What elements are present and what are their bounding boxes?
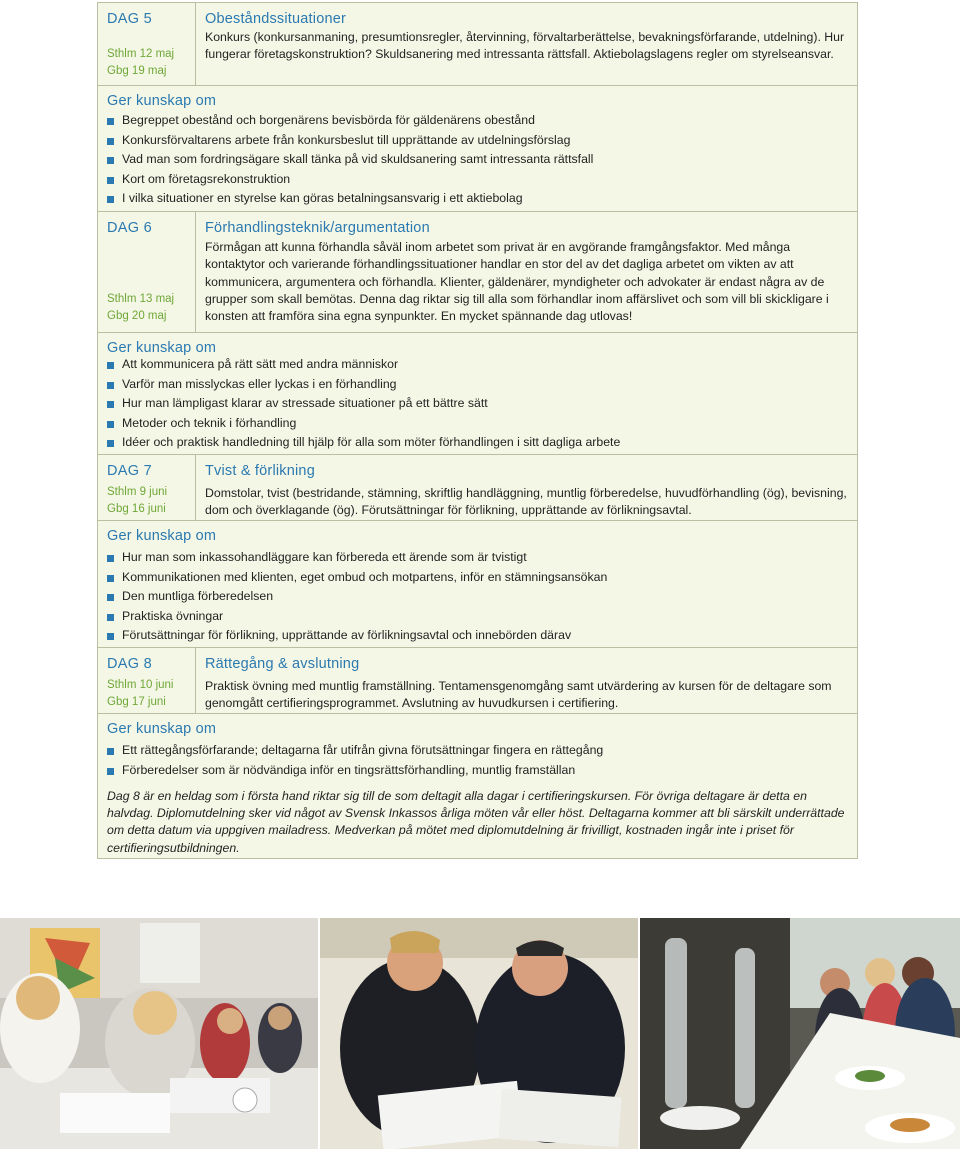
square-bullet-icon xyxy=(107,555,114,562)
list-item xyxy=(107,131,593,151)
day-dates xyxy=(107,677,173,711)
list-item xyxy=(107,626,607,646)
list-item-text: Varför man misslyckas eller lyckas i en förhandling xyxy=(122,376,397,391)
day-6-row xyxy=(98,212,857,333)
day-title: Förhandlingsteknik/argumentation xyxy=(205,220,430,236)
list-item-text: I vilka situationer en styrelse kan göras betalningsansvarig i ett aktiebolag xyxy=(122,191,523,205)
list-item-text: Hur man som inkassohandläggare kan förbereda ett ärende som är tvistigt xyxy=(122,550,527,564)
bullet-list xyxy=(107,741,603,780)
date-goteborg: Gbg 20 maj xyxy=(107,310,167,322)
square-bullet-icon xyxy=(107,440,114,447)
day-7-learning-outcomes xyxy=(98,521,857,648)
list-item xyxy=(107,741,603,761)
list-item xyxy=(107,111,593,131)
day-description: Praktisk övning med muntlig framställning. Tentamensgenomgång samt utvärdering av kursen för de deltagare som genomgått certifieringsprogrammet. Avslutning av huvudkursen i certifiering. xyxy=(205,679,832,711)
date-goteborg: Gbg 16 juni xyxy=(107,503,166,515)
square-bullet-icon xyxy=(107,748,114,755)
list-item-text: Idéer och praktisk handledning till hjälp för alla som möter förhandlingen i sitt dagliga arbete xyxy=(122,435,621,449)
day-number: DAG 5 xyxy=(107,11,153,27)
ger-kunskap-heading: Ger kunskap om xyxy=(107,528,217,544)
list-item xyxy=(107,394,620,414)
day-5-learning-outcomes xyxy=(98,86,857,212)
date-goteborg: Gbg 17 juni xyxy=(107,696,166,708)
square-bullet-icon xyxy=(107,177,114,184)
day-8-row xyxy=(98,648,857,714)
day-description: Konkurs (konkursanmaning, presumtionsregler, återvinning, förvaltarberättelse, bevakningsförfarande, utdelning). Hur fungerar företagskonstruktion? Skuldsanering med intressanta rättsfall. Aktiebolagslagens regler om styrelseansvar. xyxy=(205,30,845,62)
square-bullet-icon xyxy=(107,362,114,369)
day-number: DAG 8 xyxy=(107,656,153,672)
photo-two-men-reading xyxy=(320,918,638,1149)
square-bullet-icon xyxy=(107,594,114,601)
list-item xyxy=(107,375,620,395)
square-bullet-icon xyxy=(107,575,114,582)
day-title: Obeståndssituationer xyxy=(205,11,347,27)
photo-dinner-table xyxy=(640,918,960,1149)
day-number: DAG 7 xyxy=(107,463,153,479)
list-item-text: Metoder och teknik i förhandling xyxy=(122,415,297,430)
list-item xyxy=(107,355,620,375)
list-item-text: Ett rättegångsförfarande; deltagarna får utifrån givna förutsättningar fingera en rättegång xyxy=(122,743,604,757)
list-item-text: Förutsättningar för förlikning, upprättande av förlikningsavtal och innebörden därav xyxy=(122,628,572,642)
square-bullet-icon xyxy=(107,196,114,203)
ger-kunskap-heading: Ger kunskap om xyxy=(107,93,217,109)
date-stockholm: Sthlm 12 maj xyxy=(107,48,175,60)
square-bullet-icon xyxy=(107,421,114,428)
course-schedule-table xyxy=(97,2,858,859)
day-title: Tvist & förlikning xyxy=(205,463,315,479)
list-item xyxy=(107,189,593,209)
square-bullet-icon xyxy=(107,614,114,621)
list-item-text: Begreppet obestånd och borgenärens bevisbörda för gäldenärens obestånd xyxy=(122,113,535,127)
list-item-text: Kommunikationen med klienten, eget ombud och motpartens, inför en stämningsansökan xyxy=(122,569,608,584)
day-dates xyxy=(107,46,174,80)
day-7-label-cell xyxy=(98,455,196,520)
day-dates xyxy=(107,484,167,518)
square-bullet-icon xyxy=(107,768,114,775)
day-8-label-cell xyxy=(98,648,196,713)
list-item-text: Förberedelser som är nödvändiga inför en tingsrättsförhandling, muntlig framställan xyxy=(122,762,576,777)
list-item-text: Vad man som fordringsägare skall tänka på vid skuldsanering samt intressanta rättsfall xyxy=(122,152,594,166)
day-description: Förmågan att kunna förhandla såväl inom arbetet som privat är en avgörande framgångsfaktor. Med många kontaktytor och varierande förhandlingssituationer handlar en stor del av det dagliga arbetet om vikten av att kommunicera, argumentera och förhandla. Klienter, gäldenärer, myndigheter och advokater är endast några av de grupper som skall bemötas. Denna dag riktar sig till alla som förhandlar inom affärslivet och som vill bli skickligare i konsten att framföra sina egna synpunkter. En mycket spännande dag utlovas! xyxy=(205,240,829,324)
date-stockholm: Sthlm 10 juni xyxy=(107,679,174,691)
square-bullet-icon xyxy=(107,157,114,164)
footnote: Dag 8 är en heldag som i första hand riktar sig till de som deltagit alla dagar i certifieringskursen. För övriga deltagare är detta en halvdag. Diplomutdelning sker vid något av Svensk Inkassos årliga möten vår eller höst. Deltagarna kommer att bli särskilt underrättade om detta datum via uppgiven mailadress. Medverkan på mötet med diplomutdelning är frivilligt, kostnaden ingår inte i priset för certifieringsutbildningen. xyxy=(107,789,845,855)
day-5-row xyxy=(98,3,857,86)
ger-kunskap-heading: Ger kunskap om xyxy=(107,340,217,356)
list-item xyxy=(107,548,607,568)
day-number: DAG 6 xyxy=(107,220,153,236)
square-bullet-icon xyxy=(107,401,114,408)
square-bullet-icon xyxy=(107,382,114,389)
list-item xyxy=(107,170,593,190)
list-item xyxy=(107,433,620,453)
bullet-list xyxy=(107,548,607,646)
photo-participants-writing xyxy=(0,918,318,1149)
list-item xyxy=(107,761,603,781)
square-bullet-icon xyxy=(107,138,114,145)
day-dates xyxy=(107,291,174,325)
date-goteborg: Gbg 19 maj xyxy=(107,65,167,77)
date-stockholm: Sthlm 9 juni xyxy=(107,486,168,498)
list-item xyxy=(107,607,607,627)
day-description: Domstolar, tvist (bestridande, stämning, skriftlig handläggning, muntlig förberedelse, huvudförhandling (ög), bevisning, dom och överklagande (ög). Förutsättningar för förlikning, upprättande av förlikningsavtal. xyxy=(205,486,847,518)
list-item xyxy=(107,568,607,588)
list-item-text: Kort om företagsrekonstruktion xyxy=(122,171,291,186)
list-item-text: Konkursförvaltarens arbete från konkursbeslut till upprättande av utdelningsförslag xyxy=(122,132,571,147)
list-item xyxy=(107,150,593,170)
date-stockholm: Sthlm 13 maj xyxy=(107,293,175,305)
list-item-text: Den muntliga förberedelsen xyxy=(122,589,274,603)
day-title: Rättegång & avslutning xyxy=(205,656,360,672)
list-item-text: Praktiska övningar xyxy=(122,608,224,623)
list-item xyxy=(107,414,620,434)
square-bullet-icon xyxy=(107,118,114,125)
list-item xyxy=(107,587,607,607)
list-item-text: Att kommunicera på rätt sätt med andra människor xyxy=(122,357,399,371)
bullet-list xyxy=(107,355,620,453)
day-6-learning-outcomes xyxy=(98,333,857,455)
day-6-label-cell xyxy=(98,212,196,332)
day-7-row xyxy=(98,455,857,521)
ger-kunskap-heading: Ger kunskap om xyxy=(107,721,217,737)
square-bullet-icon xyxy=(107,633,114,640)
list-item-text: Hur man lämpligast klarar av stressade situationer på ett bättre sätt xyxy=(122,396,488,410)
day-5-label-cell xyxy=(98,3,196,85)
bullet-list xyxy=(107,111,593,209)
